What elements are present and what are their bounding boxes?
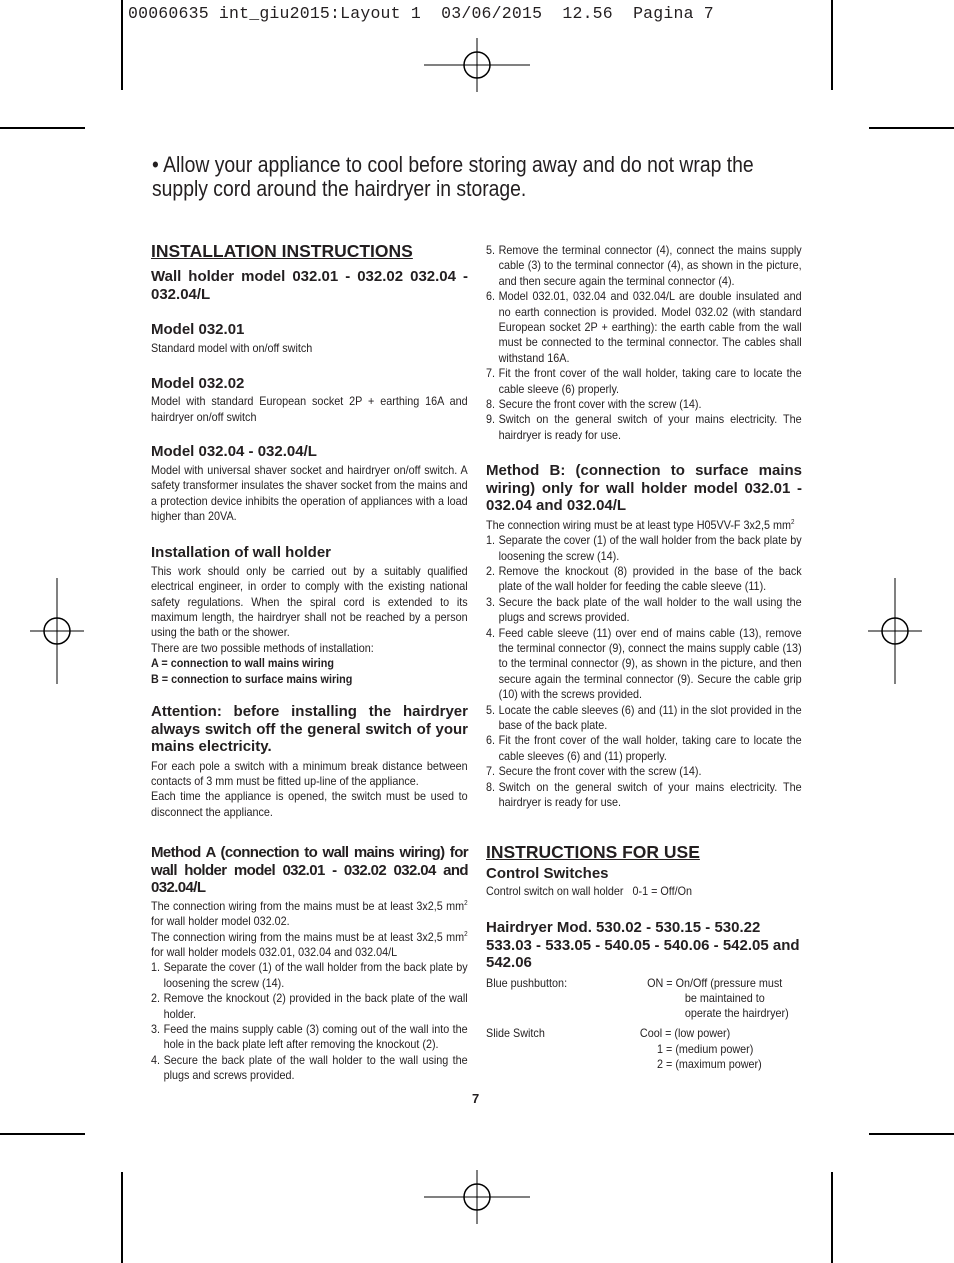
step-text: Switch on the general switch of your mains electricity. The hairdryer is ready for use. (498, 779, 802, 810)
step-item (486, 533, 802, 564)
crop-mark-top-left-v (121, 0, 123, 90)
step-item (486, 595, 802, 626)
step-number: 3. (151, 1021, 161, 1036)
step-text: Fit the front cover of the wall holder, taking care to locate the cable sleeves (6) and (11) properly. (498, 733, 802, 763)
blue-pushbutton-value-3: operate the hairdryer) (684, 1005, 789, 1020)
step-number: 8. (486, 779, 496, 794)
blue-pushbutton-value-2: be maintained to (684, 990, 765, 1005)
attention-text-2: Each time the appliance is opened, the switch must be used to disconnect the appliance. (151, 789, 468, 819)
step-item (151, 1053, 468, 1084)
crop-mark-top-right-v (831, 0, 833, 90)
installation-text: This work should only be carried out by a suitably qualified electrical engineer, in order to comply with the existing national safety regulations. When the spiral cord is extended to its maximum length, the hairdryer shall not be reached by a person using the bath or the shower. (151, 563, 468, 640)
step-item (486, 564, 802, 595)
installation-wall-holder-title: Installation of wall holder (151, 544, 332, 562)
intro-bullet: • Allow your appliance to cool before storing away and do not wrap the supply cord around the hairdryer in storage. (152, 152, 754, 201)
model-032-01-title: Model 032.01 (151, 321, 245, 338)
crop-mark-top-right-h (869, 127, 954, 129)
crop-mark-bottom-left-h (0, 1133, 85, 1135)
wall-holder-title: Wall holder model 032.01 - 032.02 032.04 - 032.04/L (151, 268, 468, 303)
attention-title: Attention: before installing the hairdryer always switch off the general switch of your mains electricity. (151, 703, 468, 756)
switch-table (486, 976, 802, 1084)
model-032-04-title: Model 032.04 - 032.04/L (151, 443, 317, 461)
attention-text-1: For each pole a switch with a minimum break distance between contacts of 3 mm must be fitted up-line of the appliance. (151, 758, 468, 788)
model-032-01-text: Standard model with on/off switch (151, 340, 313, 355)
registration-mark-top (424, 38, 530, 92)
step-item (486, 412, 802, 443)
slide-switch-label: Slide Switch (486, 1025, 545, 1040)
step-item (486, 764, 802, 779)
method-b-title: Method B: (connection to surface mains wiring) only for wall holder model 032.01 - 032.04 and 032.04/L (486, 462, 802, 515)
method-b-line: B = connection to surface mains wiring (151, 671, 353, 686)
step-text: Locate the cable sleeves (6) and (11) in the slot provided in the base of the back plate. (498, 702, 802, 733)
step-text: Secure the back plate of the wall holder to the wall using the plugs and screws provided. (163, 1052, 468, 1083)
crop-mark-top-left-h (0, 127, 85, 129)
slide-switch-value-3: 2 = (maximum power) (657, 1056, 762, 1071)
step-item (151, 960, 468, 991)
blue-pushbutton-label: Blue pushbutton: (486, 975, 568, 990)
control-switches-title: Control Switches (486, 864, 609, 882)
method-a-text-2: The connection wiring from the mains must be at least 3x2,5 $mm^2$ for wall holder models 032.01, 032.04 and 032.04/L (151, 929, 468, 959)
model-032-02-title: Model 032.02 (151, 374, 245, 392)
step-text: Secure the front cover with the screw (14). (498, 397, 702, 412)
step-text: Separate the cover (1) of the wall holder from the back plate by loosening the screw (14). (163, 960, 468, 990)
step-number: 2. (486, 564, 496, 578)
instructions-for-use-heading: INSTRUCTIONS FOR USE (486, 841, 700, 862)
step-item (486, 780, 802, 811)
step-text: Remove the terminal connector (4), connect the mains supply cable (3) to the terminal connector (4), as shown in the picture, and then secure again the terminal connector (4). (498, 243, 802, 288)
model-032-02-text: Model with standard European socket 2P + earthing 16A and hairdryer on/off switch (151, 394, 468, 424)
step-item (486, 289, 802, 366)
step-text: Model 032.01, 032.04 and 032.04/L are double insulated and no earth connection is provided. Model 032.02 (with standard European socket 2P + earthing): the earth cable from the wall must be connected to the terminal connector. The cables shall withstand 16A. (498, 289, 802, 365)
step-item (486, 366, 802, 397)
step-item (151, 1022, 468, 1053)
registration-mark-bottom (424, 1170, 530, 1224)
page-number: 7 (472, 1091, 480, 1106)
print-slug: 00060635 int_giu2015:Layout 1 03/06/2015 12.56 Pagina 7 (128, 4, 714, 23)
method-a-steps-list (151, 960, 468, 1083)
slide-switch-value-1: Cool = (low power) (639, 1025, 731, 1040)
step-text: Switch on the general switch of your mains electricity. The hairdryer is ready for use. (498, 412, 802, 442)
step-number: 5. (486, 702, 496, 717)
step-number: 9. (486, 412, 496, 427)
step-text: Separate the cover (1) of the wall holder from the back plate by loosening the screw (14). (498, 533, 802, 563)
step-text: Remove the knockout (2) provided in the back plate of the wall holder. (163, 991, 468, 1021)
step-number: 3. (486, 594, 496, 609)
blue-pushbutton-value-1: ON = On/Off (pressure must (647, 975, 783, 990)
step-item (151, 991, 468, 1022)
step-number: 8. (486, 397, 496, 412)
step-number: 6. (486, 289, 496, 304)
right-column (486, 243, 802, 1084)
step-number: 6. (486, 733, 496, 748)
step-number: 4. (151, 1052, 161, 1067)
method-b-text: The connection wiring must be at least type H05VV-F 3x2,5 $mm^2$ (486, 517, 795, 532)
crop-mark-bottom-left-v (121, 1172, 123, 1263)
step-number: 7. (486, 366, 496, 381)
model-032-04-text: Model with universal shaver socket and hairdryer on/off switch. A safety transformer insulates the shaver socket from the mains and a protection device inhibits the operation of appliances with a load higher than 20VA. (151, 462, 468, 523)
step-text: Fit the front cover of the wall holder, taking care to locate the cable sleeve (6) properly. (498, 366, 802, 396)
registration-mark-right (868, 578, 922, 684)
installation-methods-text: There are two possible methods of installation: (151, 640, 374, 655)
method-a-steps-continued-list (486, 243, 802, 443)
crop-mark-bottom-right-v (831, 1172, 833, 1263)
step-number: 1. (151, 960, 161, 975)
step-text: Feed cable sleeve (11) over end of mains cable (13), remove the terminal connector (9), connect the mains supply cable (13) to the terminal connector (9), as shown in the picture, and then secure again the terminal connector (9). Secure the cable grip (10) with the screws provided. (498, 625, 802, 702)
step-item (486, 626, 802, 703)
method-a-text-1: The connection wiring from the mains must be at least 3x2,5 $mm^2$ for wall holder model 032.02. (151, 898, 468, 929)
step-text: Remove the knockout (8) provided in the base of the back plate of the wall holder for feeding the cable sleeve (11). (498, 564, 802, 594)
step-number: 4. (486, 625, 496, 640)
step-number: 5. (486, 243, 496, 257)
step-item (486, 243, 802, 289)
installation-heading: INSTALLATION INSTRUCTIONS (151, 241, 413, 261)
step-number: 2. (151, 991, 161, 1006)
slide-switch-value-2: 1 = (medium power) (657, 1041, 754, 1056)
registration-mark-left (30, 578, 84, 684)
crop-mark-bottom-right-h (869, 1133, 954, 1135)
step-number: 1. (486, 533, 496, 548)
step-text: Secure the back plate of the wall holder to the wall using the plugs and screws provided. (498, 594, 802, 625)
step-item (486, 733, 802, 764)
step-item (486, 703, 802, 734)
step-text: Secure the front cover with the screw (14). (498, 764, 702, 779)
step-text: Feed the mains supply cable (3) coming out of the wall into the hole in the back plate left after removing the knockout (2). (163, 1021, 468, 1052)
step-item (486, 397, 802, 412)
method-b-steps-list (486, 533, 802, 810)
hairdryer-models-title: Hairdryer Mod. 530.02 - 530.15 - 530.22 533.03 - 533.05 - 540.05 - 540.06 - 542.05 and 542.06 (486, 919, 800, 972)
step-number: 7. (486, 764, 496, 779)
method-a-title: Method A (connection to wall mains wiring) for wall holder model 032.01 - 032.02 032.04 and 032.04/L (151, 844, 468, 897)
method-a-line: A = connection to wall mains wiring (151, 656, 334, 671)
control-switches-text: Control switch on wall holder 0-1 = Off/On (486, 884, 693, 898)
left-column (151, 240, 468, 1084)
